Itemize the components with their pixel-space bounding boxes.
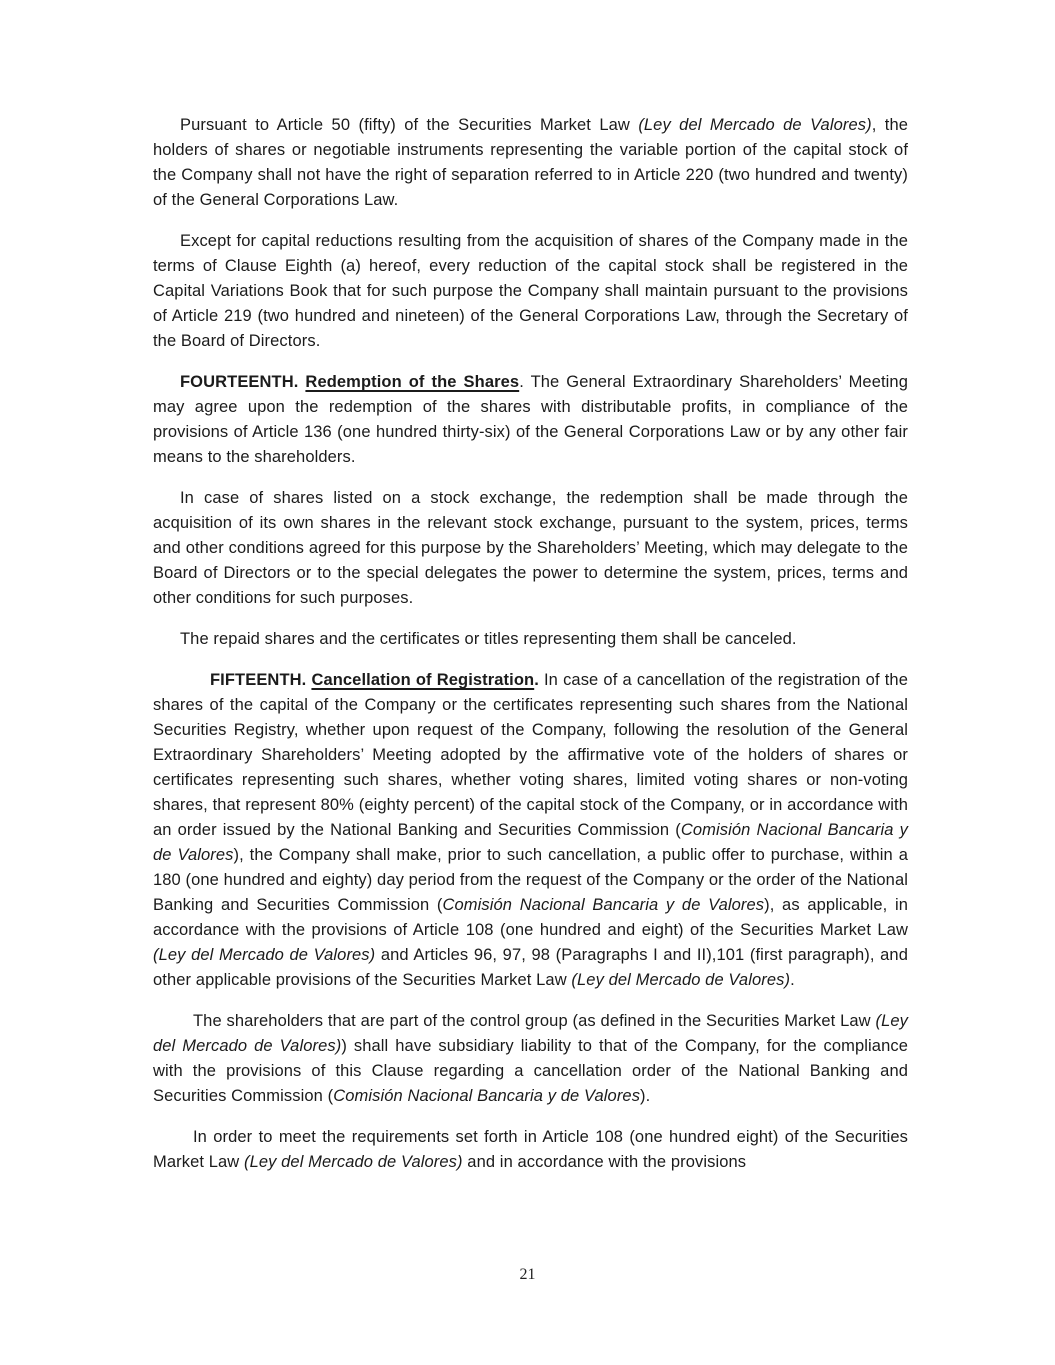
text-run: Except for capital reductions resulting from the acquisition of shares of the Company made in the terms of Clause Eighth (a) hereof, every reduction of the capital stock shall be registered in the Capital Variations Book that for such purpose the Company shall maintain pursuant to the provisions of Article 219 (two hundred and nineteen) of the General Corporations Law, through the Secretary of the Board of Directors. xyxy=(153,232,908,350)
paragraph xyxy=(153,486,908,611)
text-run-i: Comisión Nacional Bancaria y de Valores xyxy=(153,821,908,864)
text-run-i: (Ley del Mercado de Valores) xyxy=(638,116,872,134)
text-run-b: FIFTEENTH. xyxy=(210,671,312,689)
paragraph xyxy=(153,1125,908,1175)
text-run-b: . xyxy=(534,671,539,689)
text-run: ), as applicable, in accordance with the provisions of Article 108 (one hundred and eight) of the Securities Market Law xyxy=(153,896,908,939)
text-run: ), the Company shall make, prior to such cancellation, a public offer to purchase, within a 180 (one hundred and eighty) day period from the request of the Company or the order of the National Banking and Securities Commission ( xyxy=(153,846,908,914)
text-run: and in accordance with the provisions xyxy=(462,1153,747,1171)
text-run-i: (Ley del Mercado de Valores) xyxy=(243,1153,463,1171)
paragraph xyxy=(153,627,908,652)
text-run-bu: Redemption of the Shares xyxy=(305,373,520,391)
text-run-i: (Ley del Mercado de Valores) xyxy=(153,946,376,964)
text-run: Pursuant to Article 50 (fifty) of the Securities Market Law xyxy=(180,116,639,134)
text-run-bu: Cancellation of Registration xyxy=(311,671,535,689)
paragraph xyxy=(153,668,908,993)
page-footer xyxy=(0,1266,1055,1284)
paragraph xyxy=(153,113,908,213)
text-run-i: Comisión Nacional Bancaria y de Valores xyxy=(333,1087,641,1105)
document-body xyxy=(153,113,908,1175)
text-run: . The General Extraordinary Shareholders’ Meeting may agree upon the redemption of the shares with distributable profits, in compliance of the provisions of Article 136 (one hundred thirty-six) of the General Corporations Law or by any other fair means to the shareholders. xyxy=(153,373,908,466)
paragraph xyxy=(153,1009,908,1109)
text-run: In case of a cancellation of the registration of the shares of the capital of the Company or the certificates representing such shares from the National Securities Registry, whether upon request of the Company, following the resolution of the General Extraordinary Shareholders’ Meeting adopted by the affirmative vote of the holders of shares or certificates representing such shares, whether voting shares, limited voting shares or non-voting shares, that represent 80% (eighty percent) of the capital stock of the Company, or in accordance with an order issued by the National Banking and Securities Commission ( xyxy=(153,671,908,839)
text-run: and Articles 96, 97, 98 (Paragraphs I and II),101 (first paragraph), and other applicable provisions of the Securities Market Law xyxy=(153,946,908,989)
text-run: , the holders of shares or negotiable instruments representing the variable portion of the capital stock of the Company shall not have the right of separation referred to in Article 220 (two hundred and twenty) of the General Corporations Law. xyxy=(153,116,908,209)
text-run: ). xyxy=(640,1087,651,1105)
text-run: In case of shares listed on a stock exchange, the redemption shall be made through the acquisition of its own shares in the relevant stock exchange, pursuant to the system, prices, terms and other conditions agreed for this purpose by the Shareholders’ Meeting, which may delegate to the Board of Directors or to the special delegates the power to determine the system, prices, terms and other conditions for such purposes. xyxy=(153,489,908,607)
text-run-i: Comisión Nacional Bancaria y de Valores xyxy=(442,896,765,914)
page-number: 21 xyxy=(519,1266,536,1283)
paragraph xyxy=(153,370,908,470)
paragraph xyxy=(153,229,908,354)
text-run: The shareholders that are part of the control group (as defined in the Securities Market Law xyxy=(193,1012,876,1030)
text-run-i: (Ley del Mercado de Valores) xyxy=(153,1012,908,1055)
text-run-b: FOURTEENTH. xyxy=(180,373,306,391)
text-run: The repaid shares and the certificates or titles representing them shall be canceled. xyxy=(180,630,797,648)
text-run: In order to meet the requirements set forth in Article 108 (one hundred eight) of the Securities Market Law xyxy=(153,1128,908,1171)
text-run-i: (Ley del Mercado de Valores) xyxy=(571,971,791,989)
text-run: ) shall have subsidiary liability to that of the Company, for the compliance with the provisions of this Clause regarding a cancellation order of the National Banking and Securities Commission ( xyxy=(153,1037,908,1105)
text-run: . xyxy=(790,971,795,989)
paragraphs-container xyxy=(153,113,908,1175)
